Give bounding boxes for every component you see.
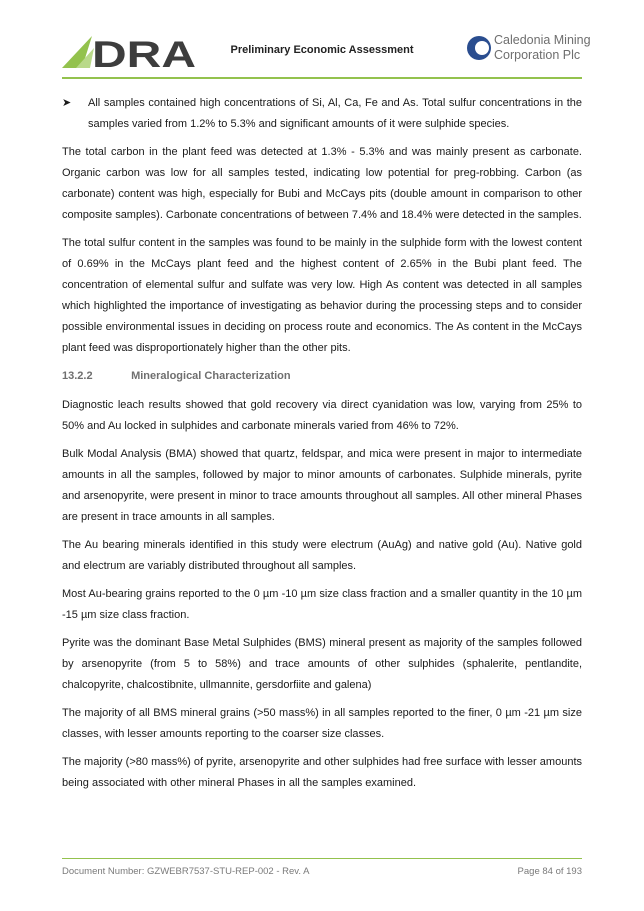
header-title: Preliminary Economic Assessment <box>230 44 414 56</box>
caledonia-name-line2: Corporation Plc <box>494 48 581 62</box>
section-number: 13.2.2 <box>62 370 93 382</box>
paragraph-free-surface: The majority (>80 mass%) of pyrite, arsenopyrite and other sulphides had free surface with lesser amounts being associated with other mineral Phases in all the samples examined. <box>62 756 582 789</box>
arrow-bullet-icon: ➤ <box>62 97 72 109</box>
paragraph-pyrite: Pyrite was the dominant Base Metal Sulphides (BMS) mineral present as majority of the samples followed by arsenopyrite (from 5 to 58%) and trace amounts of other sulphides (sphalerite, pentlandite, chalcopyrite, chalcostibnite, ullmannite, gersdorfiite and galena) <box>62 637 582 691</box>
caledonia-mark-letter: C <box>475 41 485 56</box>
paragraph-total-sulfur: The total sulfur content in the samples was found to be mainly in the sulphide form with the lowest content of 0.69% in the McCays plant feed and the highest content of 2.65% in the Bubi plant feed. The concentration of elemental sulfur and sulfate was very low. High As content was detected in all samples which highlighted the importance of investigating as behavior during the processing steps and to consider possible environmental issues in deciding on process route and economics. The As content in the McCays plant feed was disproportionately higher than the other pits. <box>62 237 582 354</box>
paragraph-au-grains: Most Au-bearing grains reported to the 0 µm -10 µm size class fraction and a smaller quantity in the 10 µm -15 µm size class fraction. <box>62 588 582 621</box>
header-divider <box>62 77 582 79</box>
caledonia-name-line1: Caledonia Mining <box>494 33 591 47</box>
page-content <box>62 93 582 801</box>
dra-logo-text: DRA <box>92 34 196 70</box>
caledonia-mark-icon <box>466 33 492 63</box>
paragraph-bulk-modal: Bulk Modal Analysis (BMA) showed that quartz, feldspar, and mica were present in major to intermediate amounts in all the samples, followed by major to minor amounts of carbonates. Sulphide minerals, pyrite and arsenopyrite, were present in minor to trace amounts throughout all samples. All other mineral Phases are present in trace amounts in all samples. <box>62 448 582 523</box>
footer-divider <box>62 858 582 859</box>
footer-document-number: Document Number: GZWEBR7537-STU-REP-002 - Rev. A <box>62 866 310 877</box>
paragraph-total-carbon: The total carbon in the plant feed was detected at 1.3% - 5.3% and was mainly present as carbonate. Organic carbon was low for all samples tested, indicating low potential for preg-robbing. Carbon (as carbonate) content was high, especially for Bubi and McCays pits (double amount in comparison to other composite samples). Carbonate concentrations of between 7.4% and 18.4% were detected in the samples. <box>62 146 582 221</box>
paragraph-bms-grains: The majority of all BMS mineral grains (>50 mass%) in all samples reported to the finer, 0 µm -21 µm size classes, with lesser amounts reporting to the coarser size classes. <box>62 707 582 740</box>
section-heading <box>62 366 582 387</box>
page-header <box>0 0 644 80</box>
paragraph-au-minerals: The Au bearing minerals identified in this study were electrum (AuAg) and native gold (Au). Native gold and electrum are variably distributed throughout all samples. <box>62 539 582 572</box>
section-title: Mineralogical Characterization <box>131 370 291 382</box>
bullet-list-item <box>62 93 582 135</box>
caledonia-logo <box>466 33 592 65</box>
paragraph-diagnostic-leach: Diagnostic leach results showed that gold recovery via direct cyanidation was low, varying from 25% to 50% and Au locked in sulphides and carbonate minerals varied from 46% to 72%. <box>62 399 582 432</box>
bullet-text: All samples contained high concentrations of Si, Al, Ca, Fe and As. Total sulfur concentrations in the samples varied from 1.2% to 5.3% and significant amounts of it were sulphide species. <box>88 97 582 130</box>
footer-page-number: Page 84 of 193 <box>517 866 582 877</box>
caledonia-name <box>494 33 591 63</box>
